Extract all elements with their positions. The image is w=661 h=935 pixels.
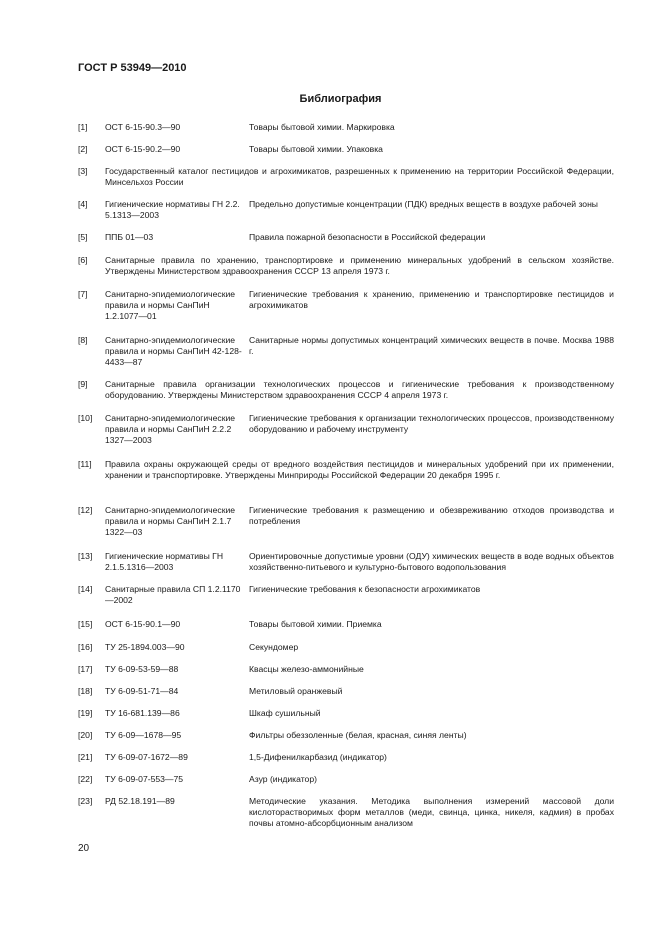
entry-reference: ТУ 6-09-51-71—84 (105, 686, 179, 696)
entry-number: [9] (78, 379, 88, 389)
document-standard-header: ГОСТ Р 53949—2010 (78, 62, 187, 74)
entry-number: [19] (78, 708, 93, 718)
entry-reference: ТУ 6-09-07-1672—89 (105, 752, 188, 762)
page-title: Библиография (299, 93, 382, 105)
entry-number: [8] (78, 335, 88, 345)
entry-description: Предельно допустимые концентрации (ПДК) вредных веществ в воздухе рабочей зоны (249, 199, 598, 209)
entry-reference: Санитарно-эпидемиологические правила и нормы СанПиН 2.1.7 1322—03 (105, 505, 236, 537)
entry-number: [15] (78, 619, 93, 629)
entry-description: 1,5-Дифенилкарбазид (индикатор) (249, 752, 387, 762)
entry-reference: ТУ 6-09-53-59—88 (105, 664, 179, 674)
entry-reference: Санитарно-эпидемиологические правила и нормы СанПиН 42-128-4433—87 (105, 335, 242, 367)
entry-reference: Санитарно-эпидемиологические правила и нормы СанПиН 2.2.2 1327—2003 (105, 413, 236, 445)
entry-description: Шкаф сушильный (249, 708, 321, 718)
entry-description: Метиловый оранжевый (249, 686, 343, 696)
entry-text: Правила охраны окружающей среды от вредного воздействия пестицидов и минеральных удобрений при их применении, хранении и транспортировке. Утверждены Минприроды Российской Федерации 20 декабря 1995 г. (105, 459, 614, 480)
entry-reference: Гигиенические нормативы ГН 2.1.5.1316—2003 (105, 551, 224, 572)
entry-number: [14] (78, 584, 93, 594)
entry-reference: ОСТ 6-15-90.2—90 (105, 144, 181, 154)
entry-description: Гигиенические требования к организации технологических процессов, производственному оборудованию и рабочему инструменту (249, 413, 614, 434)
entry-number: [21] (78, 752, 93, 762)
entry-text: Санитарные правила по хранению, транспортировке и применению минеральных удобрений в сельском хозяйстве. Утверждены Министерством здравоохранения СССР 13 апреля 1973 г. (105, 255, 614, 276)
entry-description: Азур (индикатор) (249, 774, 317, 784)
entry-number: [2] (78, 144, 88, 154)
entry-number: [6] (78, 255, 88, 265)
entry-number: [4] (78, 199, 88, 209)
entry-description: Гигиенические требования к безопасности агрохимикатов (249, 584, 481, 594)
entry-description: Ориентировочные допустимые уровни (ОДУ) химических веществ в воде водных объектов хозяйственно-питьевого и культурно-бытового водопользования (249, 551, 614, 572)
entry-number: [18] (78, 686, 93, 696)
entry-reference: ТУ 16-681.139—86 (105, 708, 180, 718)
page-number: 20 (78, 843, 90, 854)
entry-description: Санитарные нормы допустимых концентраций химических веществ в почве. Москва 1988 г. (249, 335, 614, 356)
entry-text: Санитарные правила организации технологических процессов и гигиенические требования к производственному оборудованию. Утверждены Министерством здравоохранения СССР 4 апреля 1973 г. (105, 379, 614, 400)
entry-description: Товары бытовой химии. Упаковка (249, 144, 383, 154)
entry-number: [12] (78, 505, 93, 515)
entry-reference: РД 52.18.191—89 (105, 796, 175, 806)
entry-reference: ОСТ 6-15-90.1—90 (105, 619, 181, 629)
entry-number: [23] (78, 796, 93, 806)
entry-number: [10] (78, 413, 93, 423)
entry-number: [17] (78, 664, 93, 674)
entry-description: Методические указания. Методика выполнения измерений массовой доли кислоторастворимых форм металлов (меди, свинца, цинка, никеля, кадмия) в пробах почвы атомно-абсорбционным анализом (249, 796, 614, 828)
entry-reference: ТУ 25-1894.003—90 (105, 642, 185, 652)
entry-number: [3] (78, 166, 88, 176)
entry-description: Правила пожарной безопасности в Российской федерации (249, 232, 486, 242)
entry-description: Квасцы железо-аммонийные (249, 664, 364, 674)
entry-description: Гигиенические требования к хранению, применению и транспортировке пестицидов и агрохимикатов (249, 289, 614, 310)
entry-description: Гигиенические требования к размещению и обезвреживанию отходов производства и потребления (249, 505, 614, 526)
entry-description: Секундомер (249, 642, 299, 652)
entry-number: [1] (78, 122, 88, 132)
entry-reference: Санитарно-эпидемиологические правила и нормы СанПиН 1.2.1077—01 (105, 289, 236, 321)
entry-number: [16] (78, 642, 93, 652)
entry-number: [22] (78, 774, 93, 784)
entry-reference: ППБ 01—03 (105, 232, 154, 242)
entry-number: [11] (78, 459, 92, 469)
entry-description: Товары бытовой химии. Маркировка (249, 122, 395, 132)
entry-description: Товары бытовой химии. Приемка (249, 619, 382, 629)
entry-reference: ОСТ 6-15-90.3—90 (105, 122, 181, 132)
entry-number: [5] (78, 232, 88, 242)
entry-number: [13] (78, 551, 93, 561)
entry-number: [20] (78, 730, 93, 740)
entry-number: [7] (78, 289, 88, 299)
entry-description: Фильтры обеззоленные (белая, красная, синяя ленты) (249, 730, 467, 740)
entry-reference: Гигиенические нормативы ГН 2.2. 5.1313—2003 (105, 199, 240, 220)
entry-reference: ТУ 6-09-07-553—75 (105, 774, 184, 784)
entry-reference: ТУ 6-09—1678—95 (105, 730, 182, 740)
entry-reference: Санитарные правила СП 1.2.1170—2002 (105, 584, 241, 605)
entry-text: Государственный каталог пестицидов и агрохимикатов, разрешенных к применению на территории Российской Федерации, Минсельхоз России (105, 166, 614, 187)
